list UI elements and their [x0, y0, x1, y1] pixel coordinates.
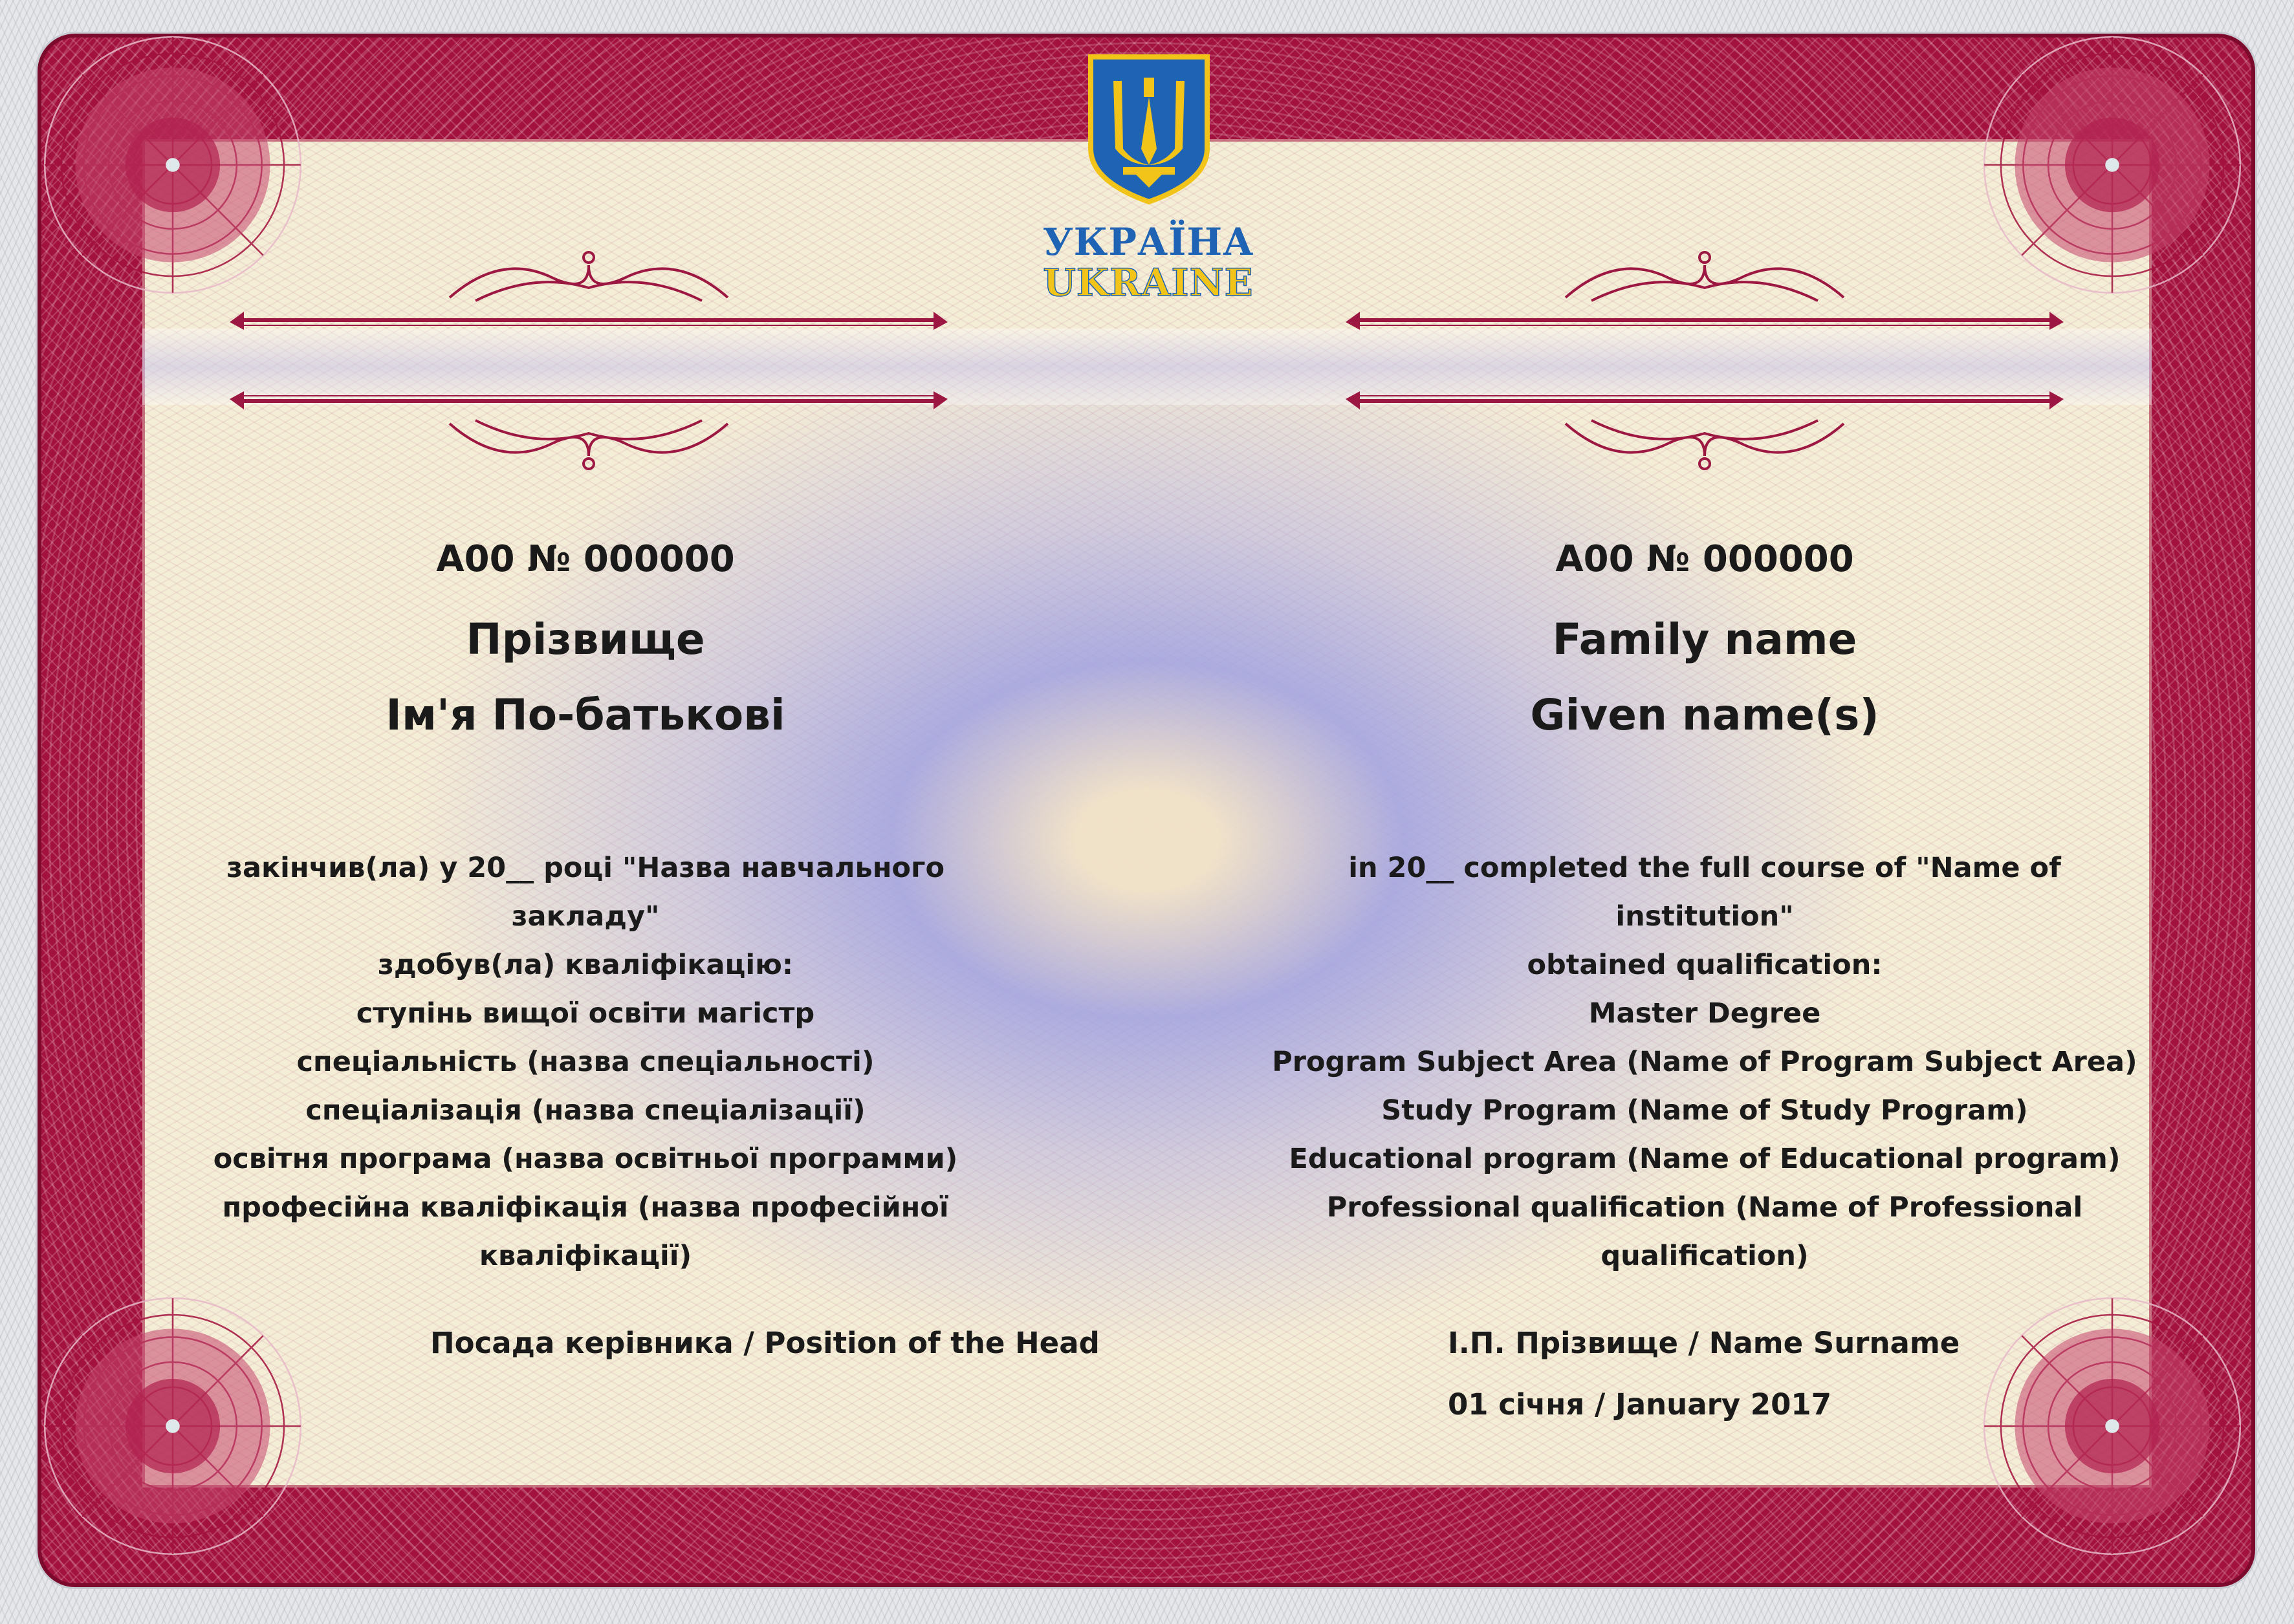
qualification-line: Program Subject Area (Name of Program Subject Area) [1272, 1046, 2137, 1078]
signer-name: І.П. Прізвище / Name Surname [1448, 1326, 1960, 1360]
rosette-bottom-right-icon [1973, 1287, 2251, 1565]
qualification-line: ступінь вищої освіти магістр [356, 997, 815, 1030]
head-position-label: Посада керівника / Position of the Head [430, 1326, 1100, 1360]
qualification-line: Educational program (Name of Educational program) [1289, 1143, 2121, 1175]
flourish-top-left-icon [230, 239, 948, 330]
family-name-en: Family name [1552, 614, 1857, 664]
qualification-line: Master Degree [1588, 997, 1821, 1030]
diploma-number-en: A00 № 000000 [1555, 538, 1854, 580]
flourish-bottom-left-icon [230, 391, 948, 482]
qualification-line: in 20__ completed the full course of "Name of institution" [1348, 852, 2061, 933]
issue-date: 01 січня / January 2017 [1448, 1387, 1832, 1422]
qualification-line: професійна кваліфікація (назва професійної кваліфікації) [222, 1191, 949, 1272]
qualification-block-en [1271, 844, 2138, 1281]
flourish-bottom-right-icon [1346, 391, 2064, 482]
family-name-ua: Прізвище [466, 614, 705, 664]
qualification-line: спеціалізація (назва спеціалізації) [305, 1094, 866, 1127]
qualification-line: здобув(ла) кваліфікацію: [377, 949, 794, 981]
rosette-bottom-left-icon [34, 1287, 312, 1565]
qualification-line: obtained qualification: [1527, 949, 1883, 981]
coat-of-arms-icon [1084, 52, 1214, 207]
qualification-line: Professional qualification (Name of Professional [1326, 1191, 2083, 1224]
country-name-en: UKRAINE [1043, 261, 1254, 305]
diploma-number-ua: A00 № 000000 [436, 538, 735, 580]
given-name-en: Given name(s) [1530, 690, 1879, 740]
qualification-line: закінчив(ла) у 20__ році "Назва навчального закладу" [226, 852, 945, 933]
qualification-line: qualification) [1600, 1240, 1809, 1272]
country-name-ua: УКРАЇНА [1042, 220, 1254, 264]
qualification-line: освітня програма (назва освітньої программи) [213, 1143, 958, 1175]
flourish-top-right-icon [1346, 239, 2064, 330]
qualification-line: Study Program (Name of Study Program) [1381, 1094, 2028, 1127]
given-name-ua: Ім'я По-батькові [386, 690, 785, 740]
qualification-block-ua [152, 844, 1019, 1281]
qualification-line: спеціальність (назва спеціальності) [296, 1046, 875, 1078]
